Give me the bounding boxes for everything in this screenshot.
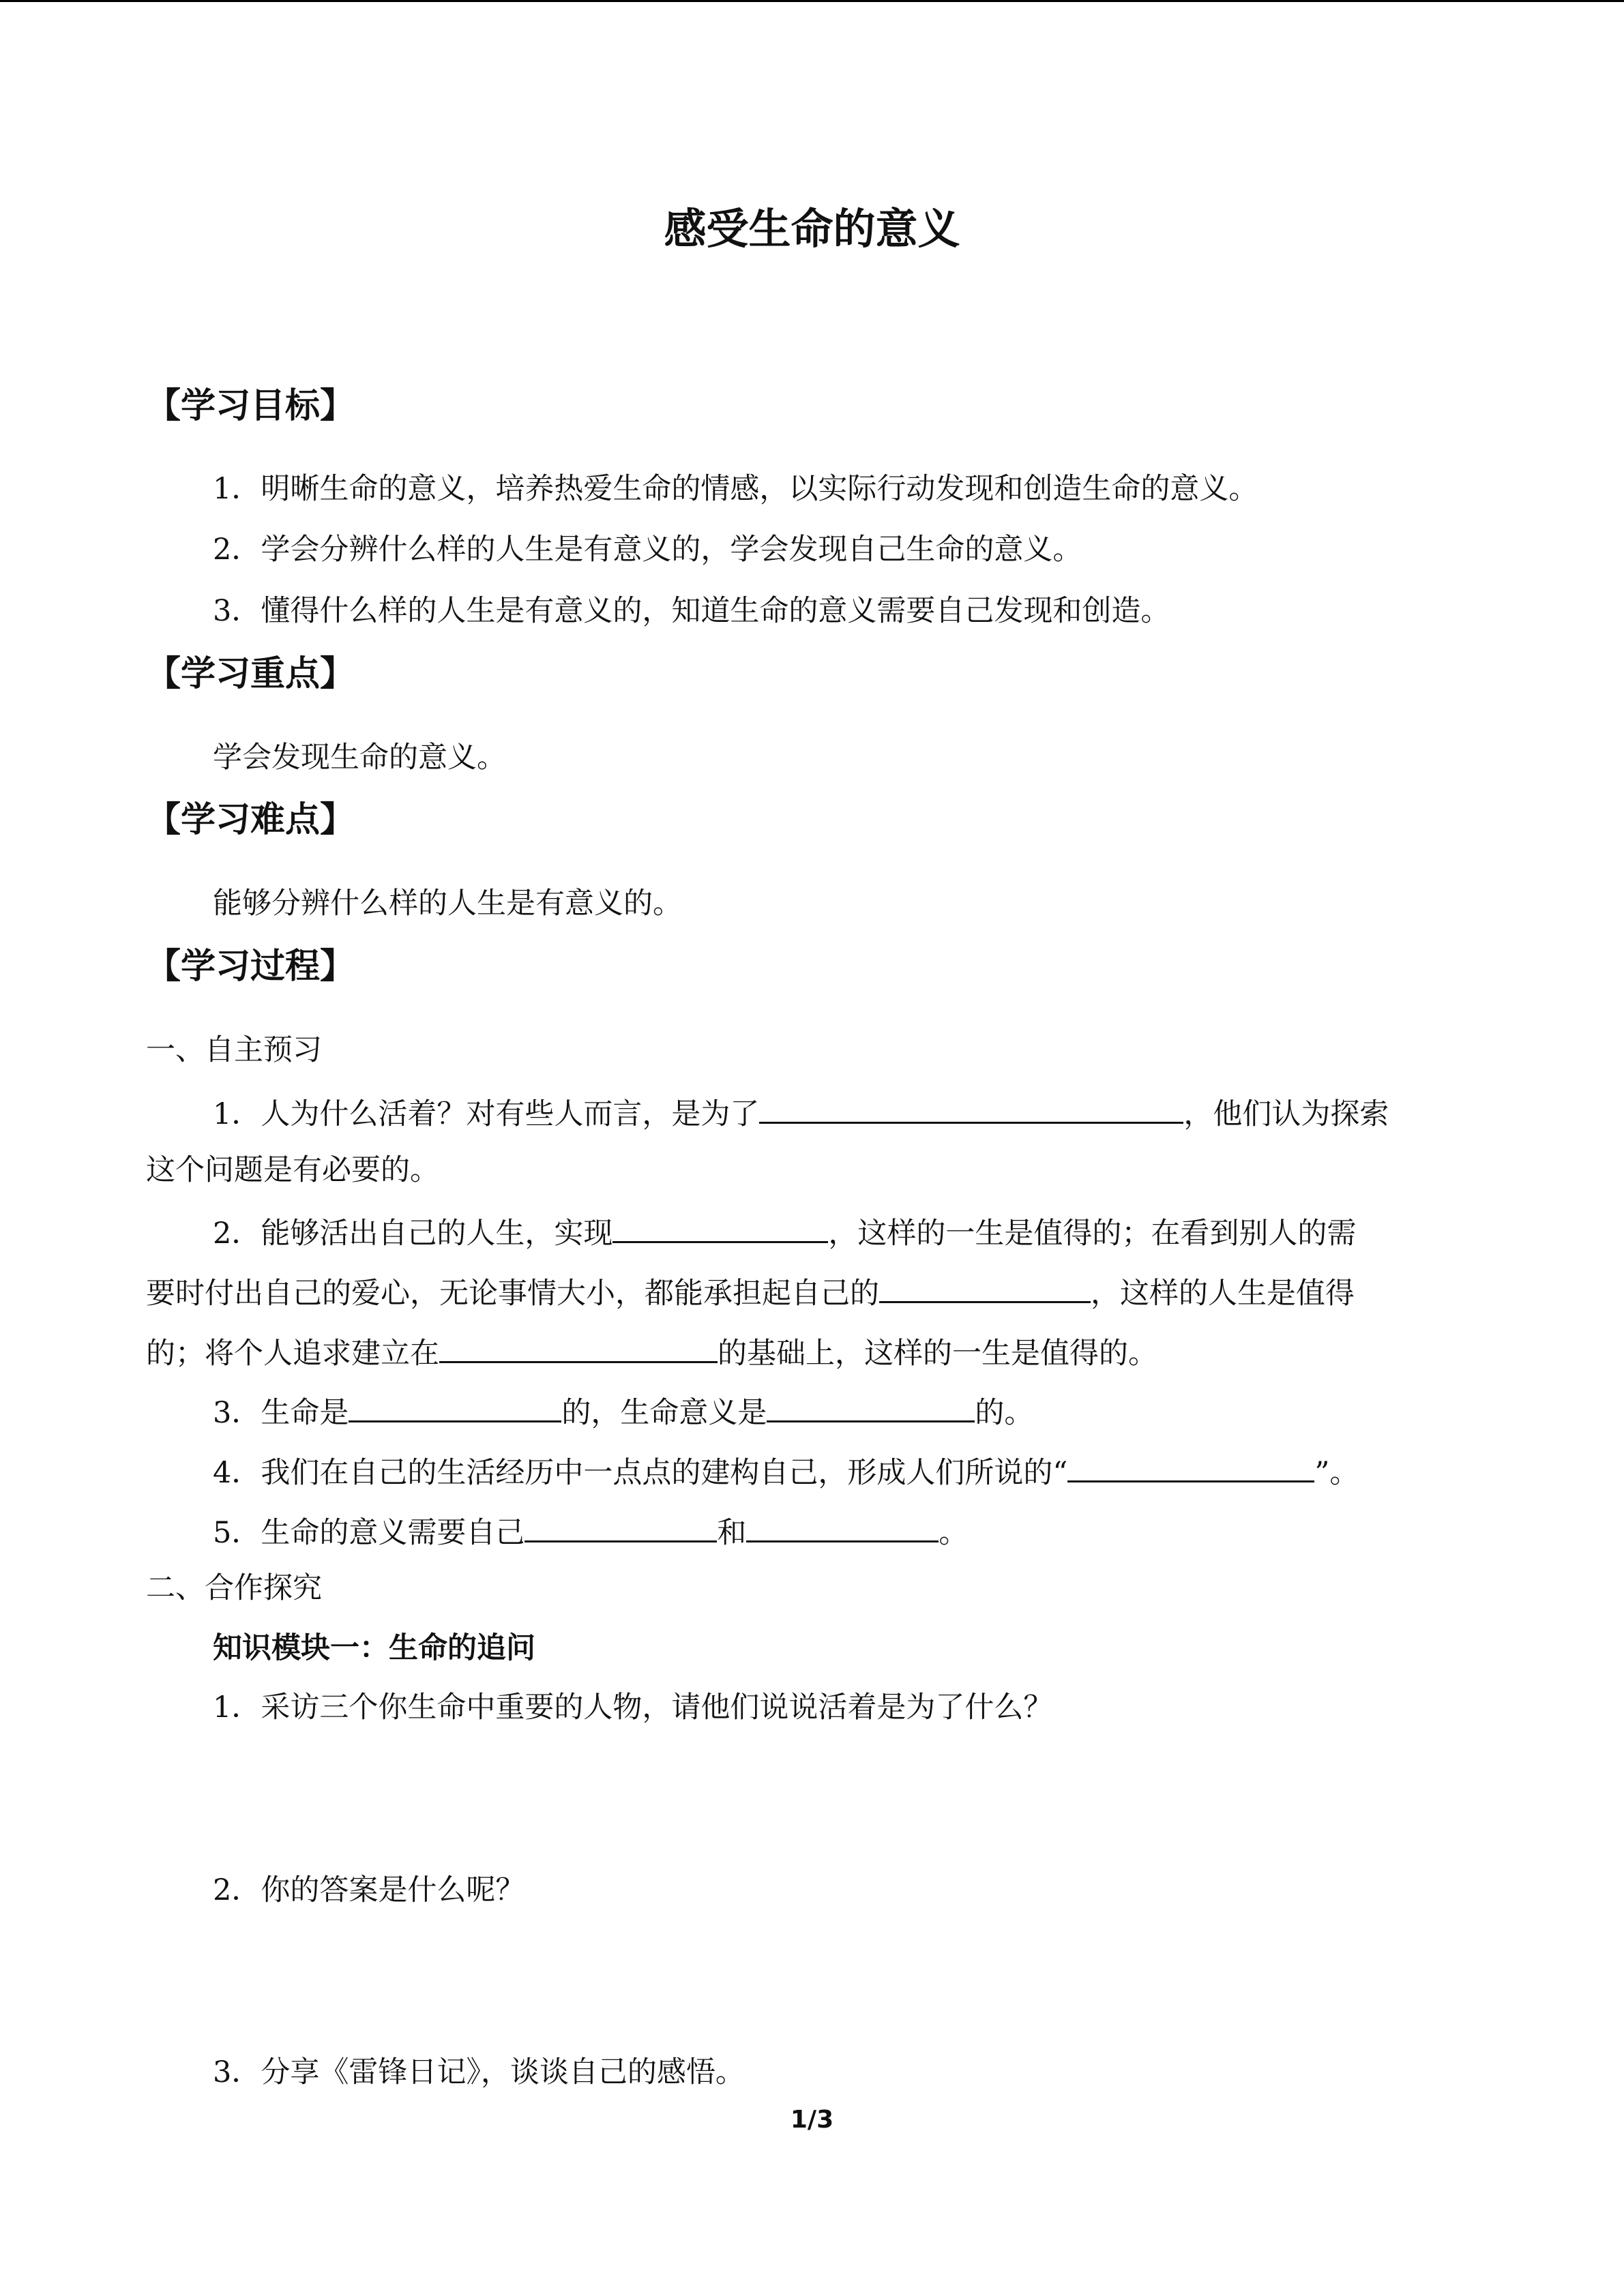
- preview-q4-text-a: 4．我们在自己的生活经历中一点点的建构自己，形成人们所说的“: [213, 1456, 1068, 1490]
- fill-blank-q2-c[interactable]: [439, 1331, 718, 1363]
- preview-q2-text-c: 要时付出自己的爱心，无论事情大小，都能承担起自己的: [146, 1277, 879, 1311]
- preview-q1-text-b: ，他们认为探索: [1183, 1097, 1389, 1131]
- preview-q3-text-c: 的。: [975, 1396, 1034, 1430]
- preview-q2-text-b: ，这样的一生是值得的；在看到别人的需: [828, 1217, 1357, 1251]
- preview-q3-text-a: 3．生命是: [213, 1396, 349, 1430]
- preview-q2-line-2: [146, 1271, 1355, 1312]
- fill-blank-q5-b[interactable]: [746, 1510, 939, 1542]
- top-border-line: [0, 0, 1624, 2]
- difficulty-text: 能够分辨什么样的人生是有意义的。: [213, 886, 682, 921]
- preview-q2-text-d: ，这样的人生是值得: [1091, 1277, 1355, 1311]
- goal-item-2: 2．学会分辨什么样的人生是有意义的，学会发现自己生命的意义。: [213, 533, 1082, 567]
- preview-q4-line: [213, 1450, 1359, 1491]
- fill-blank-q5-a[interactable]: [525, 1510, 717, 1542]
- key-points-heading: 【学习重点】: [146, 654, 355, 694]
- difficulty-heading: 【学习难点】: [146, 800, 355, 840]
- explore-heading: 二、合作探究: [146, 1571, 322, 1605]
- fill-blank-q3-b[interactable]: [767, 1390, 975, 1422]
- goal-item-1: 1．明晰生命的意义，培养热爱生命的情感，以实际行动发现和创造生命的意义。: [213, 472, 1258, 506]
- fill-blank-q2-b[interactable]: [879, 1271, 1091, 1303]
- preview-q1-text-a: 1．人为什么活着？对有些人而言，是为了: [213, 1097, 760, 1131]
- preview-q2-text-a: 2．能够活出自己的人生，实现: [213, 1217, 613, 1251]
- preview-q2-line-1: [213, 1211, 1356, 1252]
- preview-q1-line: [213, 1092, 1389, 1133]
- knowledge-module-1-heading: 知识模块一：生命的追问: [213, 1631, 535, 1665]
- preview-q5-text-a: 5．生命的意义需要自己: [213, 1516, 525, 1550]
- preview-q1-continued: 这个问题是有必要的。: [146, 1153, 439, 1187]
- fill-blank-q4[interactable]: [1067, 1450, 1314, 1482]
- preview-q5-text-b: 和: [717, 1516, 747, 1550]
- page-title: 感受生命的意义: [664, 204, 960, 254]
- key-points-text: 学会发现生命的意义。: [213, 741, 506, 775]
- fill-blank-q1[interactable]: [759, 1092, 1183, 1124]
- explore-item-3: 3．分享《雷锋日记》，谈谈自己的感悟。: [213, 2055, 745, 2089]
- process-heading: 【学习过程】: [146, 946, 355, 987]
- fill-blank-q3-a[interactable]: [349, 1390, 561, 1422]
- preview-q5-text-c: 。: [939, 1516, 969, 1550]
- preview-q3-text-b: 的，生命意义是: [561, 1396, 767, 1430]
- preview-q2-line-3: [146, 1331, 1157, 1372]
- goals-heading: 【学习目标】: [146, 386, 355, 426]
- explore-item-1: 1．采访三个你生命中重要的人物，请他们说说活着是为了什么？: [213, 1690, 1053, 1725]
- page-number: 1/3: [790, 2106, 834, 2134]
- fill-blank-q2-a[interactable]: [612, 1211, 828, 1243]
- preview-q2-text-e: 的；将个人追求建立在: [146, 1337, 439, 1371]
- preview-q3-line: [213, 1390, 1033, 1431]
- preview-q4-text-b: ”。: [1314, 1456, 1359, 1490]
- preview-q5-line: [213, 1510, 968, 1551]
- explore-item-2: 2．你的答案是什么呢？: [213, 1873, 525, 1907]
- goal-item-3: 3．懂得什么样的人生是有意义的，知道生命的意义需要自己发现和创造。: [213, 594, 1170, 628]
- preview-q2-text-f: 的基础上，这样的一生是值得的。: [718, 1337, 1157, 1371]
- preview-heading: 一、自主预习: [146, 1033, 322, 1067]
